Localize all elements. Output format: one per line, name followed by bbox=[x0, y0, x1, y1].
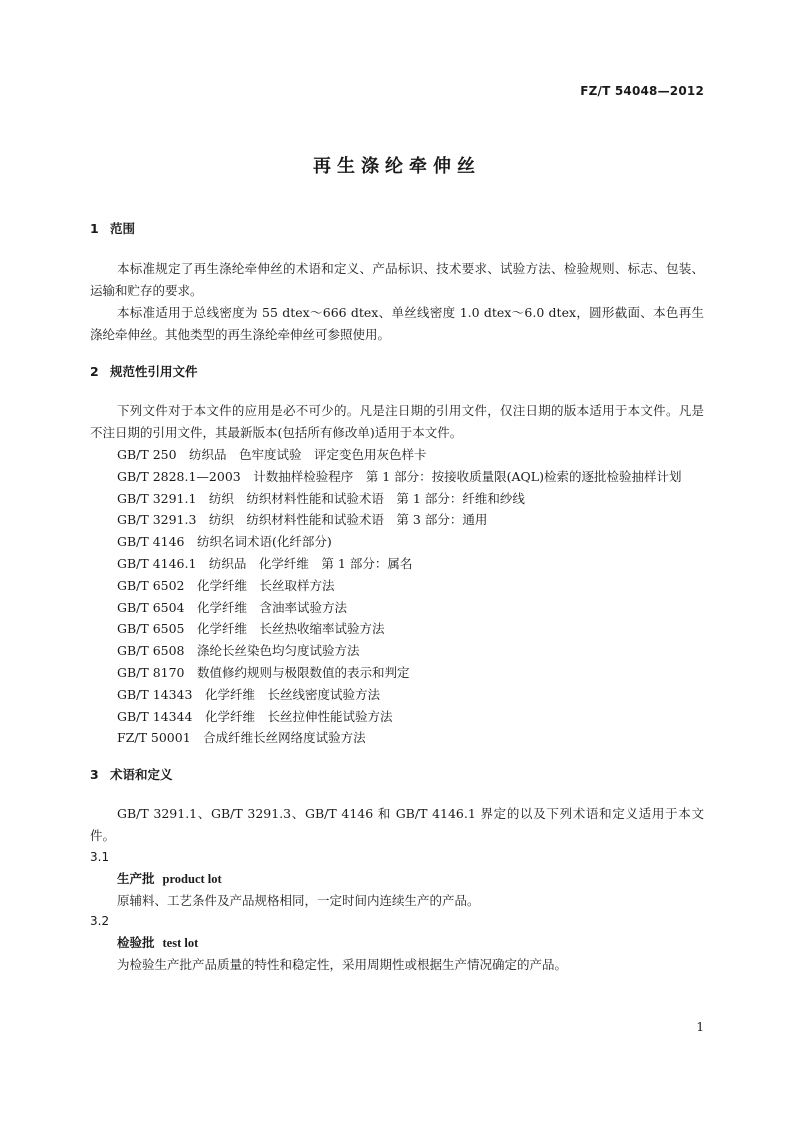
reference-item: GB/T 8170 数值修约规则与极限数值的表示和判定 bbox=[117, 664, 410, 680]
term-definition: 为检验生产批产品质量的特性和稳定性，采用周期性或根据生产情况确定的产品。 bbox=[117, 957, 568, 973]
reference-item: GB/T 14343 化学纤维 长丝线密度试验方法 bbox=[117, 686, 380, 702]
document-body bbox=[90, 218, 704, 975]
reference-item: GB/T 6502 化学纤维 长丝取样方法 bbox=[117, 577, 335, 593]
section-number: 1 bbox=[90, 221, 99, 236]
paragraph: GB/T 3291.1、GB/T 3291.3、GB/T 4146 和 GB/T 4146.1 界定的以及下列术语和定义适用于本文件。 bbox=[90, 806, 704, 844]
section-number: 2 bbox=[90, 364, 99, 379]
section-1-heading bbox=[90, 218, 704, 240]
reference-item: GB/T 4146 纺织名词术语(化纤部分) bbox=[117, 534, 332, 550]
reference-item: FZ/T 50001 合成纤维长丝网络度试验方法 bbox=[117, 730, 366, 746]
term-name bbox=[90, 868, 704, 890]
section-2-heading bbox=[90, 361, 704, 383]
term-name-en: test lot bbox=[162, 936, 199, 951]
reference-item: GB/T 3291.3 纺织 纺织材料性能和试验术语 第 3 部分：通用 bbox=[117, 512, 488, 528]
reference-item: GB/T 14344 化学纤维 长丝拉伸性能试验方法 bbox=[117, 708, 393, 724]
reference-item: GB/T 250 纺织品 色牢度试验 评定变色用灰色样卡 bbox=[117, 447, 427, 462]
reference-item: GB/T 6505 化学纤维 长丝热收缩率试验方法 bbox=[117, 621, 385, 637]
term-name-en: product lot bbox=[162, 872, 222, 887]
term-number: 3.1 bbox=[90, 850, 110, 865]
page-number: 1 bbox=[696, 1020, 704, 1034]
section-title: 范围 bbox=[110, 221, 136, 236]
standard-code: FZ/T 54048—2012 bbox=[580, 84, 704, 98]
reference-item: GB/T 6504 化学纤维 含油率试验方法 bbox=[117, 599, 348, 615]
reference-item: GB/T 6508 涤纶长丝染色均匀度试验方法 bbox=[117, 643, 360, 659]
term-number: 3.2 bbox=[90, 914, 110, 929]
term-name-zh: 生产批 bbox=[117, 871, 155, 887]
section-title: 术语和定义 bbox=[110, 767, 173, 783]
document-title: 再生涤纶牵伸丝 bbox=[313, 156, 481, 177]
paragraph: 本标准适用于总线密度为 55 dtex～666 dtex、单丝线密度 1.0 dtex～6.0 dtex，圆形截面、本色再生涤纶牵伸丝。其他类型的再生涤纶牵伸丝可参照使用。 bbox=[90, 305, 704, 342]
reference-item: GB/T 4146.1 纺织品 化学纤维 第 1 部分：属名 bbox=[117, 555, 413, 571]
section-title: 规范性引用文件 bbox=[110, 364, 198, 379]
term-definition: 原辅料、工艺条件及产品规格相同，一定时间内连续生产的产品。 bbox=[117, 893, 480, 909]
paragraph: 本标准规定了再生涤纶牵伸丝的术语和定义、产品标识、技术要求、试验方法、检验规则、标志、包装、运输和贮存的要求。 bbox=[90, 261, 704, 298]
term-name bbox=[90, 932, 704, 954]
term-name-zh: 检验批 bbox=[117, 935, 155, 951]
section-number: 3 bbox=[90, 767, 99, 783]
reference-item: GB/T 3291.1 纺织 纺织材料性能和试验术语 第 1 部分：纤维和纱线 bbox=[117, 490, 525, 506]
section-3-heading bbox=[90, 764, 704, 786]
paragraph: 下列文件对于本文件的应用是必不可少的。凡是注日期的引用文件，仅注日期的版本适用于本文件。凡是不注日期的引用文件，其最新版本(包括所有修改单)适用于本文件。 bbox=[90, 403, 704, 440]
reference-item: GB/T 2828.1—2003 计数抽样检验程序 第 1 部分：按接收质量限(AQL)检索的逐批检验抽样计划 bbox=[117, 468, 682, 484]
